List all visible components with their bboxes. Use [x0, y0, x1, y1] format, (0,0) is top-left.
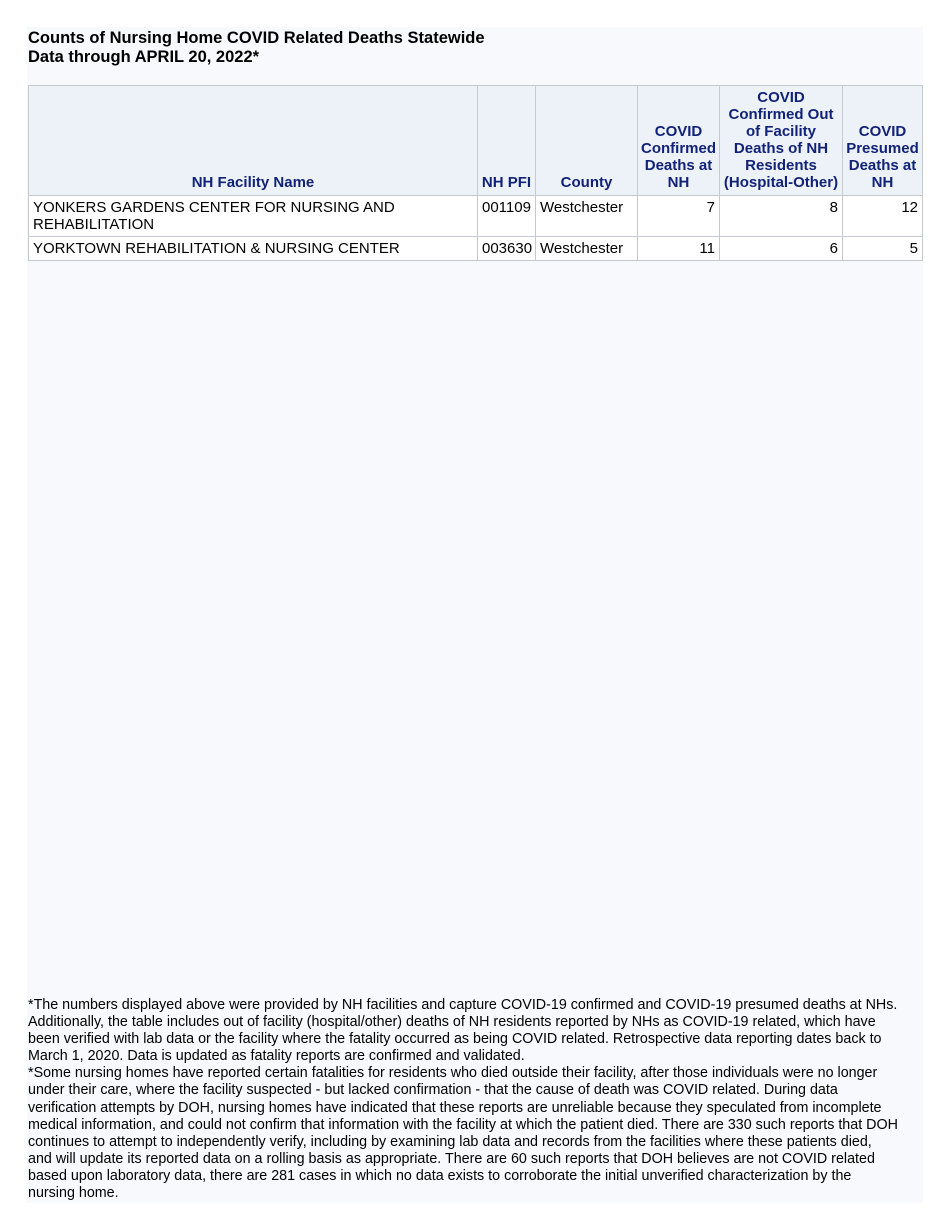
table-row: [29, 196, 923, 237]
confirmed-deaths-cell: 11: [638, 237, 720, 261]
presumed-deaths-cell: 12: [843, 196, 923, 237]
column-header-facility-name: NH Facility Name: [29, 86, 478, 196]
county-cell: Westchester: [536, 237, 638, 261]
table-header-row: [29, 86, 923, 196]
nh-pfi-cell: 001109: [478, 196, 536, 237]
out-of-facility-deaths-cell: 6: [720, 237, 843, 261]
column-header-confirmed-deaths: COVID Confirmed Deaths at NH: [638, 86, 720, 196]
facility-name-cell: YONKERS GARDENS CENTER FOR NURSING AND REHABILITATION: [29, 196, 478, 237]
facility-name-cell: YORKTOWN REHABILITATION & NURSING CENTER: [29, 237, 478, 261]
footnote-unverified-reports: *Some nursing homes have reported certain fatalities for residents who died outside their facility, after those individuals were no longer under their care, where the facility suspected - but lacked confirmation - that the cause of death was COVID related. During data verification attempts by DOH, nursing homes have indicated that these reports are unreliable because they speculated from incomplete medical information, and could not confirm that information with the facility at which the patient died. There are 330 such reports that DOH continues to attempt to independently verify, including by examining lab data and records from the facilities where these patients died, and will update its reported data on a rolling basis as appropriate. There are 60 such reports that DOH believes are not COVID related based upon laboratory data, there are 281 cases in which no data exists to corroborate the initial unverified characterization by the nursing home.: [28, 1065, 898, 1202]
confirmed-deaths-cell: 7: [638, 196, 720, 237]
column-header-nh-pfi: NH PFI: [478, 86, 536, 196]
report-subtitle: Data through APRIL 20, 2022*: [28, 48, 260, 66]
column-header-out-of-facility-deaths: COVID Confirmed Out of Facility Deaths of NH Residents (Hospital-Other): [720, 86, 843, 196]
deaths-table: [28, 85, 923, 261]
footnotes: [28, 997, 898, 1202]
column-header-presumed-deaths: COVID Presumed Deaths at NH: [843, 86, 923, 196]
column-header-county: County: [536, 86, 638, 196]
report-header: [28, 29, 485, 67]
out-of-facility-deaths-cell: 8: [720, 196, 843, 237]
nh-pfi-cell: 003630: [478, 237, 536, 261]
county-cell: Westchester: [536, 196, 638, 237]
presumed-deaths-cell: 5: [843, 237, 923, 261]
footnote-data-source: *The numbers displayed above were provided by NH facilities and capture COVID-19 confirmed and COVID-19 presumed deaths at NHs. Additionally, the table includes out of facility (hospital/other) deaths of NH residents reported by NHs as COVID-19 related, which have been verified with lab data or the facility where the fatality occurred as being COVID related. Retrospective data reporting dates back to March 1, 2020. Data is updated as fatality reports are confirmed and validated.: [28, 997, 898, 1065]
report-title: Counts of Nursing Home COVID Related Deaths Statewide: [28, 29, 485, 47]
table-row: [29, 237, 923, 261]
